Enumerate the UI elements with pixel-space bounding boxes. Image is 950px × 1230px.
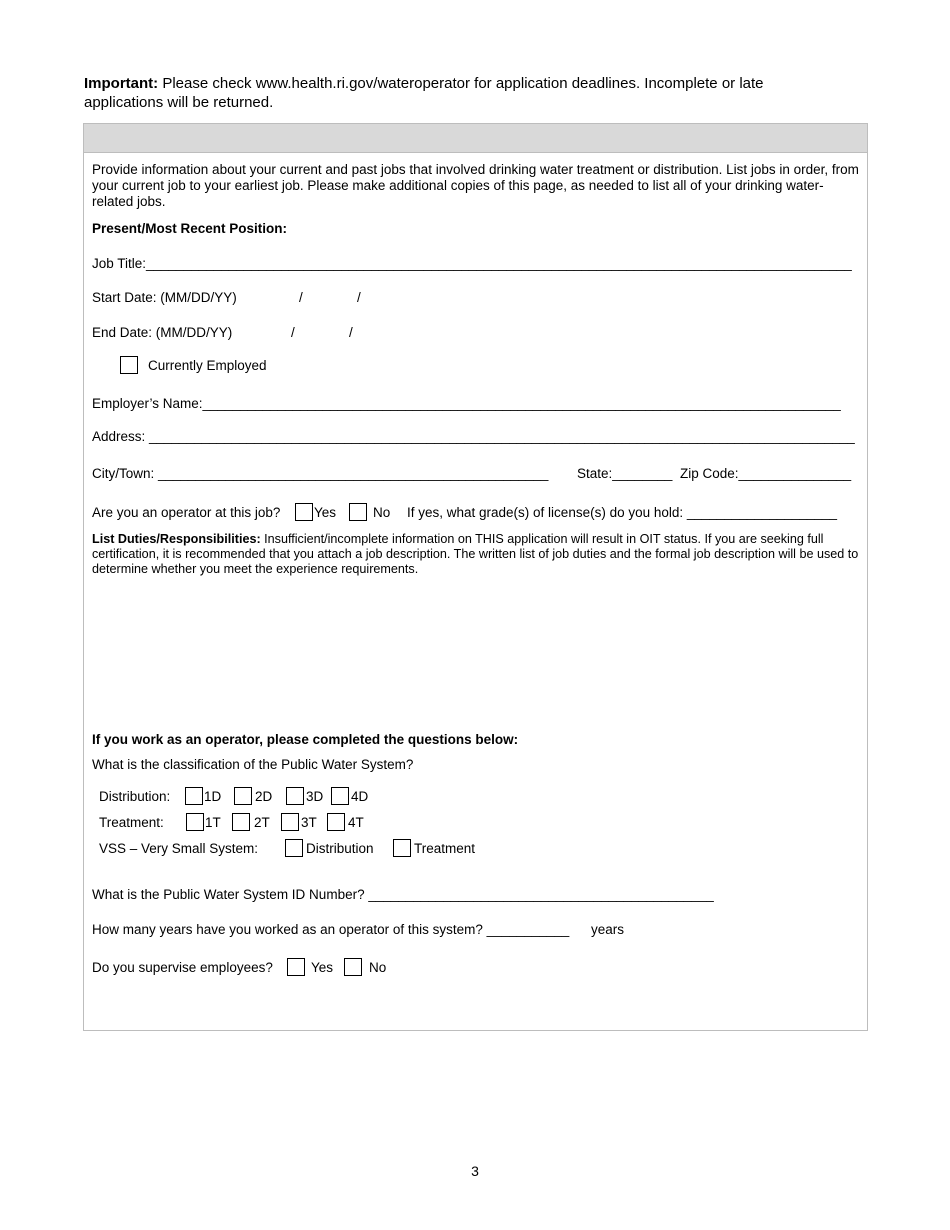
distribution-4d-label: 4D [351,789,369,804]
treatment-4t-checkbox[interactable] [327,813,345,831]
address-field[interactable]: Address: ______________________________________________________________________________________________ [92,429,855,444]
pws-id-field[interactable]: What is the Public Water System ID Number? ______________________________________________ [92,887,714,902]
vss-treatment-label: Treatment [414,841,476,856]
distribution-1d-label: 1D [204,789,222,804]
supervise-yes-label: Yes [311,960,334,975]
duties-paragraph [92,532,860,577]
treatment-4t-label: 4T [348,815,364,830]
section-header-band [84,124,867,153]
treatment-3t-label: 3T [301,815,317,830]
treatment-1t-checkbox[interactable] [186,813,204,831]
start-date-slash-1: / [299,290,303,305]
supervise-label: Do you supervise employees? [92,960,273,975]
operator-yes-label: Yes [314,505,337,520]
job-title-field[interactable]: Job Title:______________________________________________________________________________________________ [92,256,852,271]
license-grade-field[interactable]: If yes, what grade(s) of license(s) do you hold: ____________________ [407,505,838,520]
treatment-3t-checkbox[interactable] [281,813,299,831]
years-field[interactable]: How many years have you worked as an operator of this system? ___________ [92,922,570,937]
end-date-label: End Date: (MM/DD/YY) [92,325,233,340]
years-unit: years [591,922,625,937]
treatment-label: Treatment: [99,815,164,830]
notice-label: Important: [84,75,159,92]
zip-code-field[interactable]: Zip Code:_______________ [680,466,852,481]
start-date-slash-2: / [357,290,361,305]
duties-label: List Duties/Responsibilities: [92,532,261,546]
currently-employed-checkbox[interactable] [120,356,138,374]
classification-question: What is the classification of the Public Water System? [92,757,414,772]
vss-distribution-label: Distribution [306,841,374,856]
operator-no-checkbox[interactable] [349,503,367,521]
treatment-2t-label: 2T [254,815,270,830]
operator-yes-checkbox[interactable] [295,503,313,521]
duties-text: Insufficient/incomplete information on THIS application will result in OIT status. If you are seeking full certification, it is recommended that you attach a job description. The written list of job duties and the formal job description will be used to determine whether you meet the experience requirements. [92,532,859,576]
page-number: 3 [471,1163,479,1179]
vss-treatment-checkbox[interactable] [393,839,411,857]
end-date-slash-2: / [349,325,353,340]
vss-label: VSS – Very Small System: [99,841,259,856]
position-heading: Present/Most Recent Position: [92,221,288,236]
distribution-1d-checkbox[interactable] [185,787,203,805]
treatment-1t-label: 1T [205,815,221,830]
operator-question-label: Are you an operator at this job? [92,505,281,520]
currently-employed-label: Currently Employed [148,358,267,373]
distribution-3d-checkbox[interactable] [286,787,304,805]
state-field[interactable]: State:________ [577,466,673,481]
distribution-4d-checkbox[interactable] [331,787,349,805]
distribution-3d-label: 3D [306,789,324,804]
vss-distribution-checkbox[interactable] [285,839,303,857]
start-date-label: Start Date: (MM/DD/YY) [92,290,237,305]
end-date-slash-1: / [291,325,295,340]
intro-paragraph: Provide information about your current and past jobs that involved drinking water treatment or distribution. List jobs in order, from your current job to your earliest job. Please make additional copies of this page, as needed to list all of your drinking water-related jobs. [92,162,859,209]
employer-name-field[interactable]: Employer’s Name:_____________________________________________________________________________________ [92,396,841,411]
distribution-2d-label: 2D [255,789,273,804]
operator-no-label: No [373,505,391,520]
distribution-2d-checkbox[interactable] [234,787,252,805]
supervise-yes-checkbox[interactable] [287,958,305,976]
distribution-label: Distribution: [99,789,171,804]
city-field[interactable]: City/Town: ____________________________________________________ [92,466,549,481]
treatment-2t-checkbox[interactable] [232,813,250,831]
supervise-no-checkbox[interactable] [344,958,362,976]
operator-heading: If you work as an operator, please completed the questions below: [92,732,519,747]
notice-text: Please check www.health.ri.gov/wateroperator for application deadlines. Incomplete or late applications will be returned. [84,75,764,111]
supervise-no-label: No [369,960,387,975]
important-notice [84,74,844,112]
